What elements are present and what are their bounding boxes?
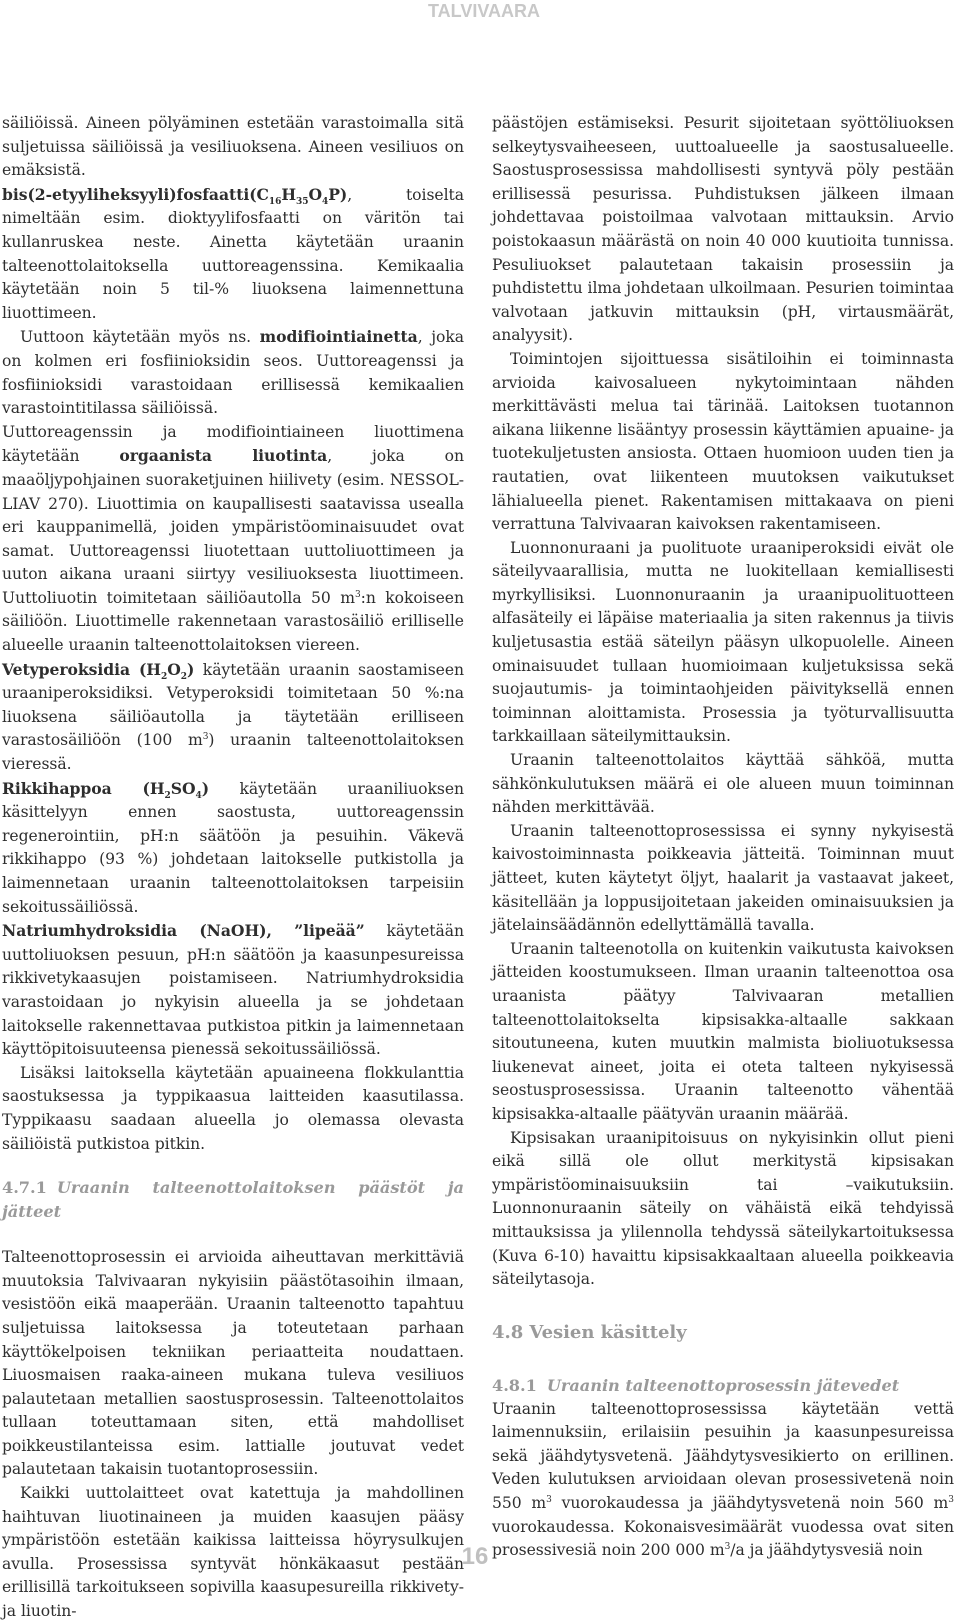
- paragraph-peroxide: Vetyperoksidia $(H_2O_2)$ käytetään uraanin saostamiseen uraaniperoksidiksi. Vetyperoksidi toimitetaan 50 %:na liuoksena säiliöautolla ja täytetään erilliseen varastosäiliöön (100 $m^3$) uraanin talteenottolaitoksen vieressä.: [2, 659, 465, 774]
- paragraph: Kaikki uuttolaitteet ovat katettuja ja mahdollinen haihtuvan liuotinaineen ja muiden kaasujen pääsy ympäristöön estetään kaikissa laitteissa höyrysulkujen avulla. Prosessissa syntyvät hönkäkaasut pestään erillisillä tarkoitukseen sopivilla kaasupesureilla rikkivety- ja liuotin-: [2, 1484, 464, 1621]
- paragraph: Uraanin talteenottoprosessissa ei synny nykyisestä kaivostoiminnasta poikkeavia jätteitä. Toiminnan muut jätteet, kuten käytetyt öljyt, haalarit ja vastaavat jakeet, käsitellään ja loppusijoitetaan jakeiden ominaisuuksien ja jätelainsäädännön edellyttämällä tavalla.: [492, 821, 954, 935]
- running-header: TALVIVAARA: [428, 1, 540, 21]
- paragraph: Talteenottoprosessin ei arvioida aiheuttavan merkittäviä muutoksia Talvivaaran nykyisiin päästötasoihin ilmaan, vesistöön eikä maaperään. Uraanin talteenotto tapahtuu suljetuissa laitoksessa ja toteutetaan parhaan käyttökelpoisen tekniikan periaatteita noudattaen. Liuosmaisen raaka-aineen mukana tuleva vesiliuos palautetaan metallien saostusprosessin. Talteenottolaitos tullaan toteuttamaan siten, että mahdolliset poikkeustilanteissa esim. lattialle joutuvat vedet palautetaan takaisin tuotantoprosessiin.: [2, 1248, 464, 1479]
- chemical-name: orgaanista liuotinta: [119, 446, 328, 466]
- chemical-name: Natriumhydroksidia (NaOH), ”lipeää”: [2, 921, 365, 941]
- section-heading-4-8-1: 4.8.1 Uraanin talteenottoprosessin jätevedet: [492, 1375, 900, 1395]
- section-heading-4-8: 4.8 Vesien käsittely: [492, 1321, 687, 1343]
- paragraph-sulfuric-acid: Rikkihappoa $(H_2SO_4)$ käytetään uraaniliuoksen käsittelyyn ennen saostusta, uuttoreagenssin regenerointiin, pH:n säätöön ja pesuihin. Väkevä rikkihappo (93 %) johdetaan laitokselle putkistolla ja laimennetaan uraanin talteenottolaitoksen tarpeisiin sekoitussäiliössä.: [2, 778, 464, 916]
- paragraph: päästöjen estämiseksi. Pesurit sijoitetaan syöttöliuoksen selkeytysvaiheeseen, uuttoalueelle ja saostusalueelle. Saostusprosessissa mahdollisesti syntyvä pöly pestään erillisessä pesurissa. Puhdistuksen jälkeen ilmaan johdettavaa poistoilmaa valvotaan mittauksin. Arvio poistokaasun määrästä on noin 40 000 kuutioita tunnissa. Pesuliuokset palautetaan takaisin prosessiin ja puhdistettu ilma johdetaan ulkoilmaan. Pesurien toimintaa valvotaan jatkuvin mittauksin (pH, virtausmäärät, analyysit).: [492, 114, 954, 345]
- chemical-name: modifiointiainetta: [259, 327, 418, 347]
- paragraph-modifier: Uuttoon käytetään myös ns. modifiointiainetta, joka on kolmen eri fosfiinioksidin seos. Uuttoreagenssi ja fosfiinioksidi varastoidaan erillisessä kemikaalien varastointitilassa säiliöissä.: [2, 327, 464, 418]
- paragraph-water-use: Uraanin talteenottoprosessissa käytetään vettä laimennuksiin, erilaisiin pesuihin ja kaasunpesureissa sekä jäähdytysvetenä. Jäähdytysvesikierto on erillinen. Veden kulutuksen arvioidaan olevan prosessivetenä noin 550 $m^3$ vuorokaudessa ja jäähdytysvetenä noin 560 $m^3$ vuorokaudessa. Kokonaisvesimäärät vuodessa ovat siten prosessivesiä noin 200 000 $m^3/a$ ja jäähdytysvesiä noin: [492, 1399, 954, 1560]
- paragraph: Lisäksi laitoksella käytetään apuaineena flokkulanttia saostuksessa ja typpikaasua laitteiden kaasutilassa. Typpikaasu saadaan alueella jo olemassa olevasta säiliöistä putkistoa pitkin.: [2, 1063, 464, 1153]
- paragraph: Uraanin talteenottolaitos käyttää sähköä, mutta sähkönkulutuksen määrä ei ole alueen muun toiminnan nähden merkittävää.: [492, 751, 954, 817]
- paragraph-bis-phosphate: $bis(2-etyyliheksyyli)fosfaatti(C_{16}H_{35}O_4P)$, toiselta nimeltään esim. dioktyylifosfaatti on väritön tai kullanruskea neste. Ainetta käytetään uraanin talteenottolaitoksella uuttoreagenssina. Kemikaalia käytetään noin 5 til-% liuoksena laimennettuna liuottimeen.: [2, 184, 464, 322]
- chemical-name: Vetyperoksidia $(H_2O_2)$: [2, 659, 195, 682]
- paragraph-solvent: Uuttoreagenssin ja modifiointiaineen liuottimena käytetään orgaanista liuotinta, joka on maaöljypohjainen suoraketjuinen hiilivety (esim. NESSOL-LIAV 270). Liuottimia on kaupallisesti saatavissa usealla eri kauppanimellä, joiden ympäristöominaisuudet ovat samat. Uuttoreagenssi liuotettaan uuttoliuottimeen ja uuton aikana uraani siirtyy vesiliuoksesta liuottimeen. Uuttoliuotin toimitetaan säiliöautolla 50 $m^3:n$ kokoiseen säiliöön. Liuottimelle rakennetaan varastosäiliö erilliselle alueelle uraanin talteenottolaitoksen viereen.: [2, 422, 464, 655]
- paragraph: Uraanin talteenotolla on kuitenkin vaikutusta kaivoksen jätteiden koostumukseen. Ilman uraanin talteenottoa osa uraanista päätyy Talvivaaran metallien talteenottolaitokselta kipsisakka-altaalle sakkaan sitoutuneena, kuten muutkin malmista bioliuotuksessa liukenevat aineet, joita ei oteta talteen nykyisessä seostusprosessissa. Uraanin talteenotto vähentää kipsisakka-altaalle päätyvän uraanin määrää.: [492, 939, 954, 1123]
- paragraph: Luonnonuraani ja puolituote uraaniperoksidi eivät ole säteilyvaarallisia, mutta ne luokitellaan kemiallisesti myrkyllisiksi. Luonnonuraanin ja uraanipuolituotteen alfasäteily ei läpäise materiaalia ja siten rakennus ja tiivis kuljetusastia estää säteilyn pääsyn ulkopuolelle. Aineen ominaisuudet tullaan huomioimaan kuljetuksissa sekä suojautumis- ja toimintaohjeiden päivityksellä ennen toiminnan aloittamista. Prosessia ja työturvallisuutta tarkkaillaan säteilymittauksin.: [492, 538, 954, 746]
- paragraph: Toimintojen sijoittuessa sisätiloihin ei toiminnasta arvioida kaivosalueen nykytoimintaan nähden merkittävästi melua tai tärinää. Laitoksen tuotannon aikana liikenne lisääntyy prosessin käyttämien apuaine- ja tuotekuljetusten ansiosta. Ottaen huomioon uuden tien ja rautatien, ovat liikenteen muutoksen vaikutukset lähialueella pienet. Rakentamisen mittakaava on pieni verrattuna Talvivaaran kaivoksen rakentamiseen.: [492, 349, 954, 534]
- chemical-name: $bis(2-etyyliheksyyli)fosfaatti(C_{16}H_{35}O_4P)$: [2, 184, 348, 207]
- page-number: 16: [461, 1543, 489, 1570]
- left-column: [2, 112, 464, 1624]
- chemical-name: Rikkihappoa $(H_2SO_4)$: [2, 778, 210, 801]
- paragraph: Kipsisakan uraanipitoisuus on nykyisinkin ollut pieni eikä sillä ole ollut merkitystä kipsisakan ympäristöominaisuuksiin tai –vaikutuksiin. Luonnonuraanin säteily on vähäistä eikä tehdyissä mittauksissa ja ylilennolla tehdyssä säteilykartoituksessa (Kuva 6-10) havaittu kipsisakkaaltaan alueella poikkeavia säteilytasoja.: [492, 1128, 954, 1289]
- paragraph-sodium-hydroxide: Natriumhydroksidia (NaOH), ”lipeää” käytetään uuttoliuoksen pesuun, pH:n säätöön ja kaasunpesureissa rikkivetykaasujen poistamiseen. Natriumhydroksidia varastoidaan jo nykyisin alueella ja se johdetaan laitokselle rakennettavaa putkistoa pitkin ja laimennetaan käyttöpitoisuuteensa pienessä sekoitussäiliössä.: [2, 921, 464, 1059]
- paragraph: säiliöissä. Aineen pölyäminen estetään varastoimalla sitä suljetuissa säiliöissä ja vesiliuoksena. Aineen vesiliuos on emäksistä.: [2, 114, 464, 180]
- right-column: [492, 112, 954, 1563]
- section-heading-4-7-1: 4.7.1 Uraanin talteenottolaitoksen päästöt ja jätteet: [2, 1178, 464, 1222]
